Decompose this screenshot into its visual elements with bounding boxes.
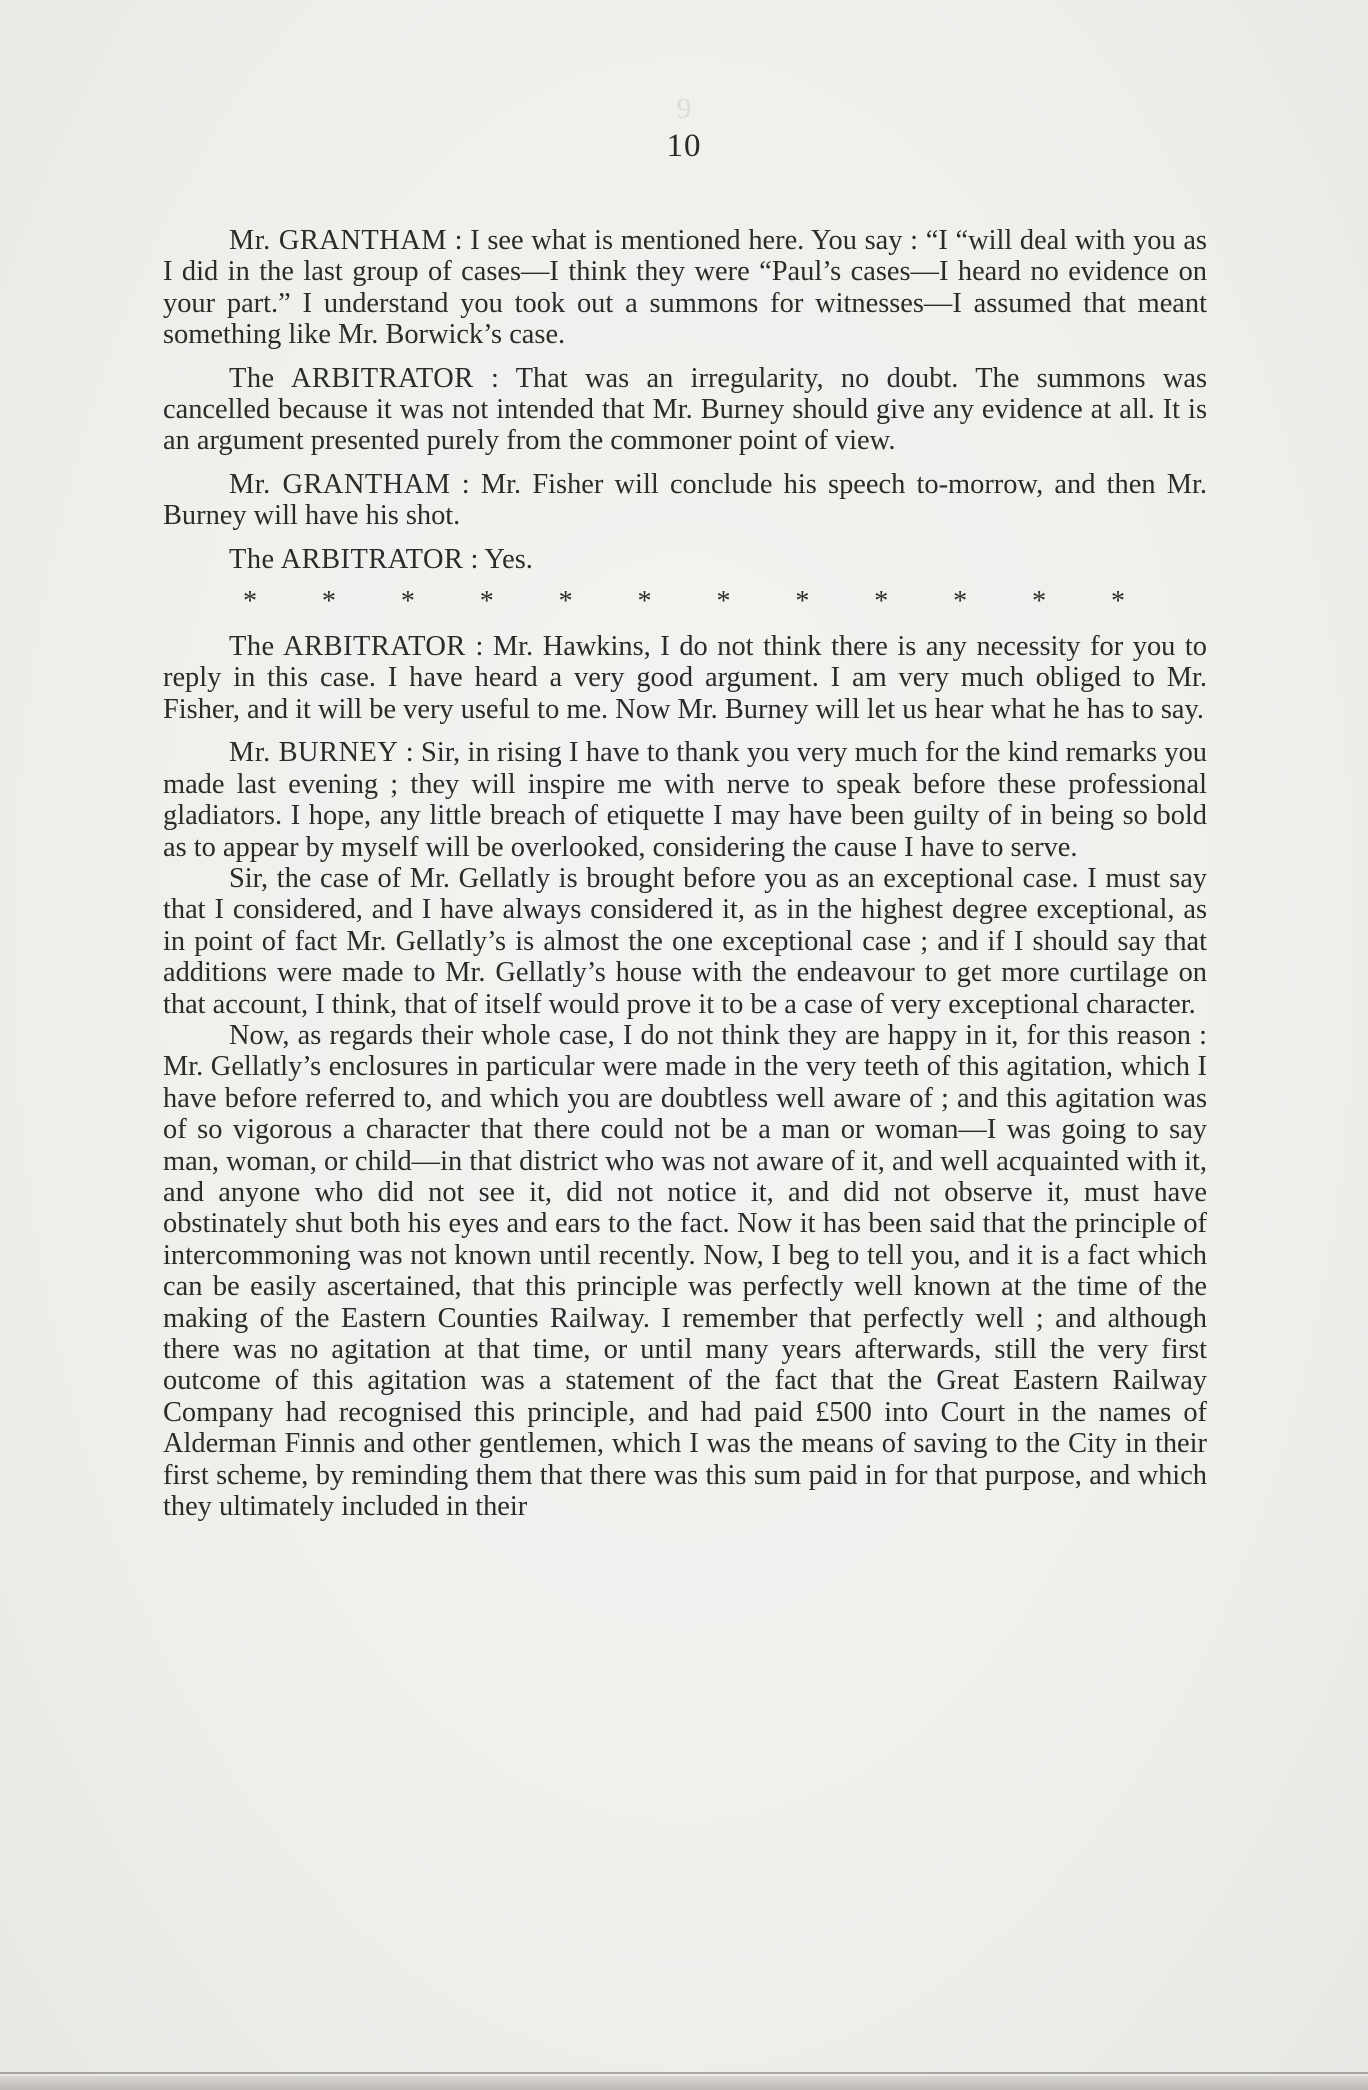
paragraph-text: Sir, the case of Mr. Gellatly is brought before you as an exceptional case. I must say that I considered, and I have always considered it, as in the highest degree exceptional, as in point of fact Mr. Gellatly’s is almost the one exceptional case ; and if I should say that additions were made to Mr. Gellatly’s house with the endeavour to get more curtilage on that account, I think, that of itself would prove it to be a case of very exceptional character. bbox=[163, 862, 1207, 1020]
paragraph-5 bbox=[163, 631, 1207, 725]
asterisk: * bbox=[400, 586, 415, 618]
asterisk: * bbox=[479, 586, 494, 618]
paragraph-7 bbox=[163, 863, 1207, 1020]
paragraph-text: : Mr. Hawkins, I do not think there is any necessity for you to reply in this case. I have heard a very good argument. I am very much obliged to Mr. Fisher, and it will be very useful to me. Now Mr. Burney will let us hear what he has to say. bbox=[163, 631, 1207, 725]
asterisk: * bbox=[953, 586, 968, 618]
body-text bbox=[163, 225, 1207, 1522]
page-bottom-edge bbox=[0, 2076, 1368, 2090]
asterisk: * bbox=[558, 586, 573, 618]
paragraph-3 bbox=[163, 469, 1207, 532]
paragraph-2 bbox=[163, 363, 1207, 457]
asterisk: * bbox=[321, 586, 336, 618]
page-edge-line bbox=[0, 2072, 1368, 2074]
paragraph-text: : I see what is mentioned here. You say : “I “will deal with you as I did in the last group of cases—I think they were “Paul’s cases—I heard no evidence on your part.” I understand you took out a summons for witnesses—I assumed that meant something like Mr. Borwick’s case. bbox=[163, 225, 1207, 351]
paragraph-text: Now, as regards their whole case, I do not think they are happy in it, for this reason : Mr. Gellatly’s enclosures in particular were made in the very teeth of this agitation, which I have before referred to, and which you are doubtless well aware of ; and this agitation was of so vigorous a character that there could not be a man or woman—I was going to say man, woman, or child—in that district who was not aware of it, and well acquainted with it, and anyone who did not see it, did not notice it, and did not observe it, must have obstinately shut both his eyes and ears to the fact. Now it has been said that the principle of intercommoning was not known until recently. Now, I beg to tell you, and it is a fact which can be easily ascertained, that this principle was perfectly well known at the time of the making of the Eastern Counties Railway. I remember that perfectly well ; and although there was no agitation at that time, or until many years afterwards, still the very first outcome of this agitation was a statement of the fact that the Great Eastern Railway Company had recognised this principle, and had paid £500 into Court in the names of Alderman Finnis and other gentlemen, which I was the means of saving to the City in their first scheme, by reminding them that there was this sum paid in for that purpose, and which they ultimately included in their bbox=[163, 1019, 1207, 1523]
asterisk: * bbox=[716, 586, 731, 618]
asterisk: * bbox=[1032, 586, 1047, 618]
speaker-name: The ARBITRATOR bbox=[229, 543, 464, 575]
speaker-name: The ARBITRATOR bbox=[229, 631, 466, 663]
speaker-name: Mr. BURNEY bbox=[229, 737, 399, 769]
paragraph-text: : Mr. Fisher will conclude his speech to-morrow, and then Mr. Burney will have his shot. bbox=[163, 468, 1207, 532]
asterisk: * bbox=[874, 586, 889, 618]
asterisk: * bbox=[243, 586, 257, 618]
paragraph-1 bbox=[163, 225, 1207, 351]
bleed-through-page-number: 9 bbox=[676, 92, 692, 125]
paragraph-text: : That was an irregularity, no doubt. The summons was cancelled because it was not intended that Mr. Burney should give any evidence at all. It is an argument presented purely from the commoner point of view. bbox=[163, 362, 1207, 457]
paragraph-8 bbox=[163, 1020, 1207, 1523]
paragraph-text: : Yes. bbox=[463, 543, 533, 575]
speaker-name: Mr. GRANTHAM bbox=[229, 225, 447, 256]
paragraph-6 bbox=[163, 737, 1207, 863]
section-break-asterisks bbox=[163, 585, 1207, 619]
paragraph-4 bbox=[163, 544, 1207, 575]
speaker-name: The ARBITRATOR bbox=[229, 362, 474, 394]
asterisk: * bbox=[1110, 586, 1125, 618]
paragraph-text: : Sir, in rising I have to thank you very much for the kind remarks you made last evening ; they will inspire me with nerve to speak before these professional gladiators. I hope, any little breach of etiquette I may have been guilty of in being so bold as to appear by myself will be overlooked, considering the cause I have to serve. bbox=[163, 737, 1207, 863]
asterisk: * bbox=[637, 586, 652, 618]
speaker-name: Mr. GRANTHAM bbox=[229, 468, 451, 500]
asterisk: * bbox=[795, 586, 810, 618]
page-number: 10 bbox=[666, 128, 702, 164]
